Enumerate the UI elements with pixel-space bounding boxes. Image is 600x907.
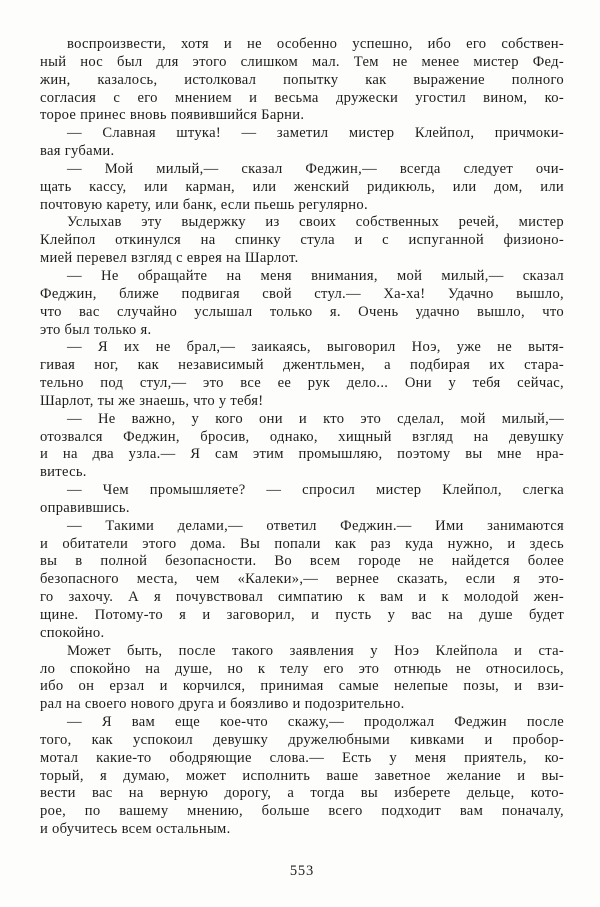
paragraph bbox=[40, 268, 564, 339]
text-block bbox=[40, 36, 564, 839]
text-line: щать кассу, или карман, или женский ридикюль, или дом, или bbox=[40, 178, 564, 195]
text-line: — Не важно, у кого они и кто это сделал, мой милый,— bbox=[67, 410, 564, 427]
paragraph bbox=[40, 339, 564, 410]
text-line: вы в полной безопасности. Во всем городе не найдется более bbox=[40, 553, 564, 570]
text-line: согласия с его мнением и весьма дружески угостил вином, ко- bbox=[40, 89, 564, 106]
text-line: отозвался Феджин, бросив, однако, хищный взгляд на девушку bbox=[40, 428, 564, 445]
text-line: и обитатели этого дома. Вы попали как раз куда нужно, и здесь bbox=[40, 535, 564, 552]
text-line: безопасного места, чем «Калеки»,— вернее сказать, если я это- bbox=[40, 571, 564, 588]
text-line: — Такими делами,— ответил Феджин.— Ими занимаются bbox=[67, 517, 564, 534]
text-line: того, как успокоил девушку дружелюбными кивками и пробор- bbox=[40, 731, 564, 748]
text-line: Клейпол откинулся на спинку стула и с испуганной физионо- bbox=[40, 232, 564, 249]
text-line: витесь. bbox=[40, 464, 87, 481]
text-line: вая губами. bbox=[40, 143, 115, 160]
paragraph bbox=[40, 214, 564, 268]
text-line: и обучитесь всем остальным. bbox=[40, 821, 231, 838]
text-line: — Чем промышляете? — спросил мистер Клейпол, слегка bbox=[67, 482, 564, 499]
paragraph bbox=[40, 714, 564, 839]
text-line: — Мой милый,— сказал Феджин,— всегда следует очи- bbox=[67, 160, 564, 177]
text-line: щине. Потому-то я и заговорил, и пусть у вас на душе будет bbox=[40, 607, 564, 623]
text-line: это был только я. bbox=[40, 321, 152, 338]
text-line: мией перевел взгляд с еврея на Шарлот. bbox=[40, 250, 299, 267]
paragraph bbox=[40, 161, 564, 215]
paragraph bbox=[40, 411, 564, 482]
text-line: спокойно. bbox=[40, 624, 105, 641]
text-line: ло спокойно на душе, но к телу его это отнюдь не относилось, bbox=[40, 660, 564, 677]
paragraph bbox=[40, 125, 564, 161]
text-line: — Славная штука! — заметил мистер Клейпол, причмоки- bbox=[67, 125, 564, 142]
text-line: ибо он ерзал и корчился, принимая самые нелепые позы, и взи- bbox=[40, 678, 564, 695]
text-line: гивая ног, как независимый джентльмен, а подбирая их стара- bbox=[40, 357, 564, 374]
text-line: мотал какие-то ободряющие слова.— Есть у меня приятель, ко- bbox=[40, 749, 564, 766]
text-line: что вас случайно услышал только я. Очень удачно вышло, что bbox=[40, 303, 564, 320]
paragraph bbox=[40, 643, 564, 714]
text-line: го захочу. А я почувствовал симпатию к вам и к молодой жен- bbox=[40, 589, 564, 606]
paragraph bbox=[40, 518, 564, 643]
text-line: Услыхав эту выдержку из своих собственных речей, мистер bbox=[67, 214, 564, 231]
text-line: — Я их не брал,— заикаясь, выговорил Ноэ, уже не вытя- bbox=[67, 339, 564, 356]
text-line: почтовую карету, или банк, если пьешь регулярно. bbox=[40, 196, 368, 213]
page-number: 553 bbox=[289, 862, 315, 879]
text-line: воспроизвести, хотя и не особенно успешно, ибо его собствен- bbox=[67, 36, 564, 52]
text-line: Шарлот, ты же знаешь, что у тебя! bbox=[40, 392, 264, 409]
text-line: рал на своего нового друга и боязливо и подозрительно. bbox=[40, 696, 405, 713]
text-line: ный нос был для этого слишком мал. Тем не менее мистер Фед- bbox=[40, 53, 564, 70]
text-line: торое принес вновь появившийся Барни. bbox=[40, 107, 305, 124]
text-line: и на два узла.— Я сам этим промышляю, поэтому вы мне нра- bbox=[40, 446, 564, 463]
text-line: Феджин, ближе подвигая свой стул.— Ха-ха! Удачно вышло, bbox=[40, 285, 564, 302]
text-line: вести вас на верную дорогу, а тогда вы изберете дельце, кото- bbox=[40, 785, 564, 802]
text-line: тельно под стул,— это все ее рук дело... Они у тебя сейчас, bbox=[40, 375, 564, 392]
paragraph bbox=[40, 36, 564, 125]
text-line: торый, я думаю, может исполнить ваше заветное желание и вы- bbox=[40, 767, 564, 784]
text-line: рое, по вашему мнению, больше всего подходит вам поначалу, bbox=[40, 803, 564, 820]
text-line: — Я вам еще кое-что скажу,— продолжал Феджин после bbox=[67, 714, 564, 731]
text-line: оправившись. bbox=[40, 499, 130, 516]
text-line: — Не обращайте на меня внимания, мой милый,— сказал bbox=[67, 267, 564, 284]
text-line: жин, казалось, истолковал попытку как выражение полного bbox=[40, 71, 564, 88]
text-line: Может быть, после такого заявления у Ноэ Клейпола и ста- bbox=[67, 642, 564, 659]
paragraph bbox=[40, 482, 564, 518]
